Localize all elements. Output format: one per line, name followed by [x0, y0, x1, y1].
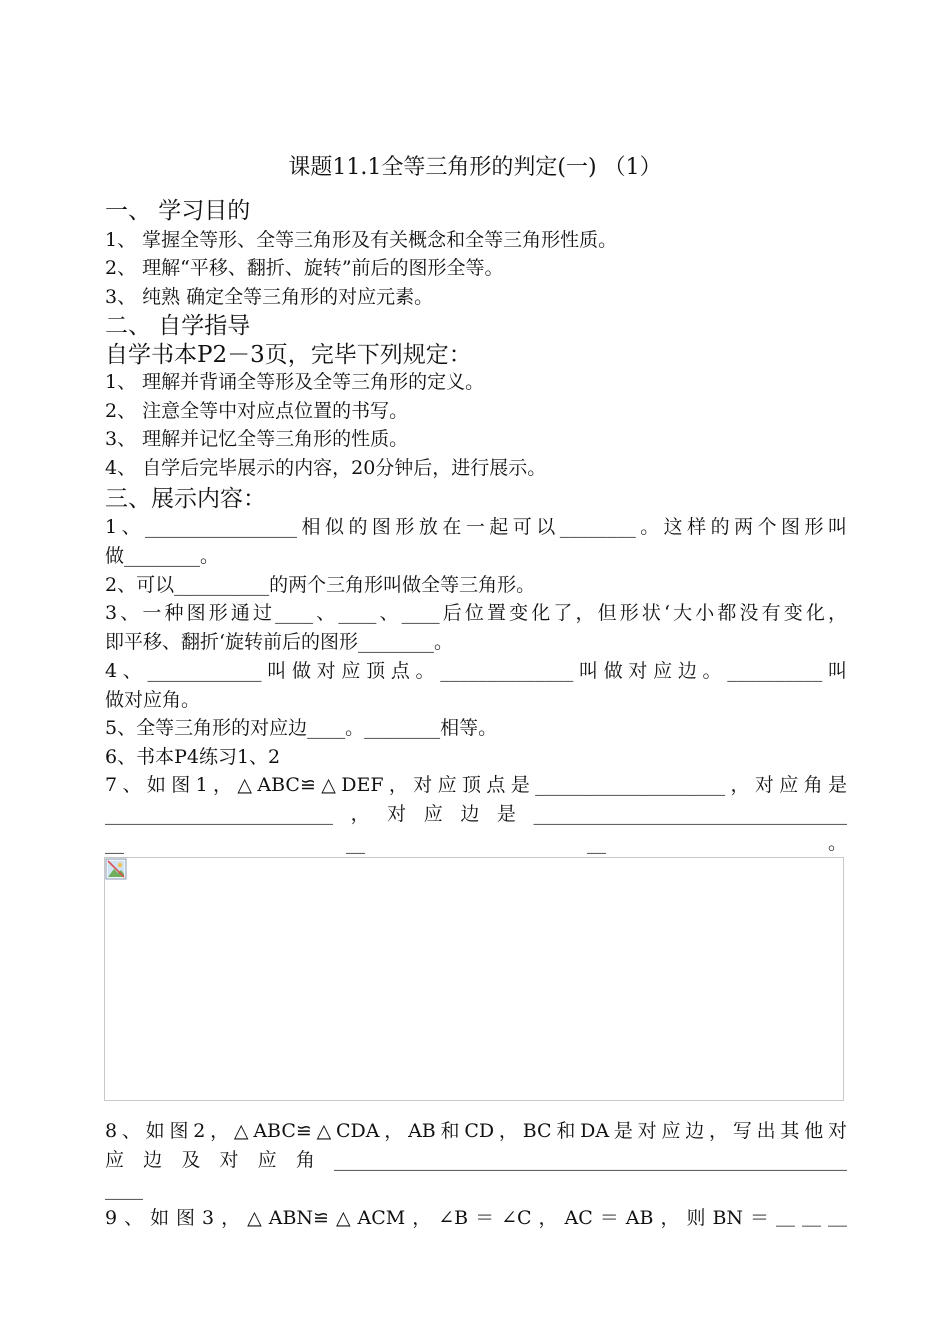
question-8-line-3: ____ [105, 1178, 143, 1200]
question-8-line-2: 应边及对应角______________________________________________________ [105, 1149, 847, 1171]
section-heading-guide: 二、 自学指导 [105, 313, 251, 339]
question-4-line-2: 做对应角。 [105, 689, 201, 711]
question-3-line-2: 即平移、翻折‘旋转前后的图形________。 [105, 631, 454, 653]
section-heading-goals: 一、 学习目的 [105, 198, 251, 224]
question-7-line-3 [105, 829, 847, 857]
figure-1-placeholder [104, 857, 844, 1101]
page-title: 课题11.1全等三角形的判定(一) （1） [288, 155, 662, 180]
guide-item-4: 4、 自学后完毕展示的内容，20分钟后，进行展示。 [105, 457, 547, 479]
question-7-line-2: ________________________，对应边是_________________________________ [105, 803, 847, 825]
guide-item-3: 3、 理解并记忆全等三角形的性质。 [105, 428, 409, 450]
broken-image-icon [105, 858, 127, 880]
goal-item-3: 3、 纯熟 确定全等三角形的对应元素。 [105, 286, 434, 308]
question-9: 9、如图3，△ABN≌△ACM，∠B＝∠C，AC＝AB，则BN＝＿＿＿ [105, 1207, 847, 1229]
guide-intro: 自学书本P2－3页，完毕下列规定： [105, 342, 472, 368]
question-3-line-1: 3、一种图形通过____、____、____后位置变化了，但形状‘大小都没有变化， [105, 602, 847, 624]
answer-blank: __ [105, 832, 124, 854]
question-1-line-1: 1、________________相似的图形放在一起可以________。这样的两个图形叫 [105, 516, 847, 538]
question-4-line-1: 4、____________叫做对应顶点。______________叫做对应边。__________叫 [105, 660, 847, 682]
goal-item-2: 2、 理解“平移、翻折、旋转”前后的图形全等。 [105, 257, 504, 279]
question-5: 5、全等三角形的对应边____。________相等。 [105, 717, 498, 739]
question-1-line-2: 做________。 [105, 545, 220, 567]
guide-item-2: 2、 注意全等中对应点位置的书写。 [105, 400, 409, 422]
answer-blank: __ [345, 832, 365, 854]
guide-item-1: 1、 理解并背诵全等形及全等三角形的定义。 [105, 371, 485, 393]
goal-item-1: 1、 掌握全等形、全等三角形及有关概念和全等三角形性质。 [105, 229, 618, 251]
end-period: 。 [827, 832, 847, 854]
question-8-line-1: 8、如图2，△ABC≌△CDA，AB和CD，BC和DA是对应边，写出其他对 [105, 1120, 847, 1142]
question-6: 6、书本P4练习1、2 [105, 746, 281, 768]
question-7-line-1: 7、如图1，△ABC≌△DEF，对应顶点是____________________，对应角是 [105, 774, 847, 796]
answer-blank: __ [586, 832, 606, 854]
question-2: 2、可以__________的两个三角形叫做全等三角形。 [105, 574, 536, 596]
section-heading-show: 三、展示内容： [105, 486, 266, 512]
